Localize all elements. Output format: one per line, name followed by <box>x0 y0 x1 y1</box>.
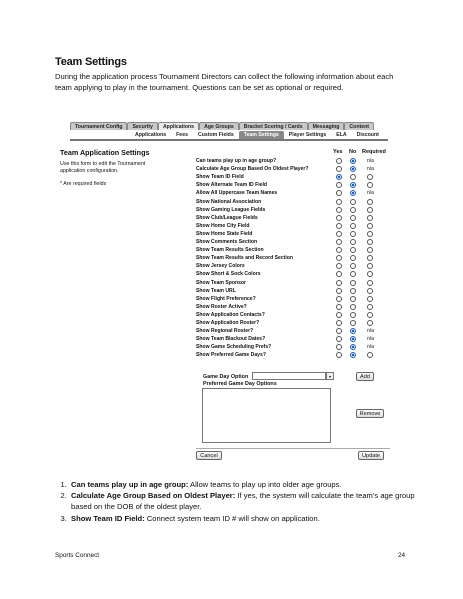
no-radio[interactable] <box>350 231 356 237</box>
no-radio[interactable] <box>350 271 356 277</box>
required-note: * Are required fields <box>60 181 107 187</box>
required-radio[interactable] <box>367 352 373 358</box>
question-label: Show Gaming League Fields <box>196 206 266 213</box>
add-button[interactable]: Add <box>356 372 374 381</box>
question-row <box>196 262 396 270</box>
yes-radio[interactable] <box>336 182 342 188</box>
no-radio[interactable] <box>350 166 356 172</box>
yes-radio[interactable] <box>336 336 342 342</box>
question-row <box>196 222 396 230</box>
question-label: Show Alternate Team ID Field <box>196 182 268 189</box>
no-radio[interactable] <box>350 255 356 261</box>
question-label: Show Flight Preference? <box>196 295 256 302</box>
tab-sub-1[interactable]: Fees <box>176 132 188 138</box>
question-label: Show Application Roster? <box>196 320 260 326</box>
no-radio[interactable] <box>350 296 356 302</box>
required-na-text: n/a <box>367 328 374 335</box>
col-no-header: No <box>349 149 357 155</box>
yes-radio[interactable] <box>336 239 342 245</box>
tab-top-2[interactable]: Applications <box>158 122 199 130</box>
no-radio[interactable] <box>350 336 356 342</box>
yes-radio[interactable] <box>336 344 342 350</box>
yes-radio[interactable] <box>336 312 342 318</box>
question-row <box>196 319 396 327</box>
required-na-text: n/a <box>367 158 374 164</box>
question-row <box>196 343 396 351</box>
tab-top-4[interactable]: Bracket Scoring / Cards <box>239 122 308 130</box>
required-na-text: n/a <box>367 190 374 197</box>
yes-radio[interactable] <box>336 223 342 229</box>
tab-sub-0[interactable]: Applications <box>135 132 167 138</box>
question-row <box>196 173 396 181</box>
required-radio[interactable] <box>367 223 373 229</box>
no-radio[interactable] <box>350 280 356 286</box>
question-row <box>196 198 396 206</box>
note-text: Allow teams to play up into older age groups. <box>188 480 342 489</box>
question-label: Show Team Results Section <box>196 247 264 254</box>
col-yes-header: Yes <box>333 149 343 155</box>
required-na-text: n/a <box>367 336 374 343</box>
question-label: Can teams play up in age group? <box>196 158 277 164</box>
question-label: Show Club/League Fields <box>196 214 258 221</box>
question-label: Show Team URL <box>196 287 236 294</box>
question-row <box>196 157 396 165</box>
yes-radio[interactable] <box>336 288 342 294</box>
yes-radio[interactable] <box>336 174 342 180</box>
yes-radio[interactable] <box>336 352 342 358</box>
section-title: Team Settings <box>55 56 127 68</box>
note-text: If yes, the system will calculate the team’s age group based on the DOB of the oldest player. <box>71 491 415 512</box>
question-row <box>196 254 396 262</box>
yes-radio[interactable] <box>336 207 342 213</box>
question-label: Show National Association <box>196 198 262 205</box>
question-row <box>196 238 396 246</box>
question-row <box>196 351 396 359</box>
col-required-header: Required <box>362 149 386 155</box>
yes-radio[interactable] <box>336 247 342 253</box>
question-label: Show Team Blackout Dates? <box>196 336 266 343</box>
yes-radio[interactable] <box>336 328 342 334</box>
no-radio[interactable] <box>350 344 356 350</box>
question-row <box>196 287 396 295</box>
required-radio[interactable] <box>367 255 373 261</box>
question-row <box>196 214 396 222</box>
yes-radio[interactable] <box>336 231 342 237</box>
tab-top-1[interactable]: Security <box>127 122 157 130</box>
no-radio[interactable] <box>350 182 356 188</box>
remove-button[interactable]: Remove <box>356 409 384 418</box>
question-row <box>196 165 396 173</box>
note-term: Can teams play up in age group: <box>71 480 189 489</box>
question-row <box>196 181 396 189</box>
game-day-option-label: Game Day Option <box>203 374 249 380</box>
note-item <box>69 490 419 512</box>
required-radio[interactable] <box>367 215 373 221</box>
question-row <box>196 246 396 254</box>
question-label: Show Team Results and Record Section <box>196 255 293 262</box>
required-radio[interactable] <box>367 263 373 269</box>
yes-radio[interactable] <box>336 263 342 269</box>
no-radio[interactable] <box>350 223 356 229</box>
no-radio[interactable] <box>350 288 356 294</box>
no-radio[interactable] <box>350 312 356 318</box>
question-label: Show Team Sponsor <box>196 279 246 286</box>
no-radio[interactable] <box>350 199 356 205</box>
yes-radio[interactable] <box>336 255 342 261</box>
question-row <box>196 270 396 278</box>
tab-sub-4[interactable]: Player Settings <box>288 132 327 138</box>
panel-title: Team Application Settings <box>60 148 150 157</box>
no-radio[interactable] <box>350 328 356 334</box>
required-radio[interactable] <box>367 271 373 277</box>
yes-radio[interactable] <box>336 190 342 196</box>
required-na-text: n/a <box>367 344 374 351</box>
required-radio[interactable] <box>367 304 373 310</box>
required-radio[interactable] <box>367 231 373 237</box>
question-label: Show Application Contacts? <box>196 311 265 318</box>
note-term: Calculate Age Group Based on Oldest Player: <box>71 491 236 501</box>
tab-sub-3[interactable]: Team Settings <box>239 131 284 139</box>
no-radio[interactable] <box>350 304 356 310</box>
required-radio[interactable] <box>367 174 373 180</box>
tab-top-3[interactable]: Age Groups <box>199 122 239 130</box>
no-radio[interactable] <box>350 247 356 253</box>
question-row <box>196 279 396 287</box>
update-button[interactable]: Update <box>358 451 384 460</box>
no-radio[interactable] <box>350 190 356 196</box>
tab-sub-6[interactable]: Discount <box>356 132 379 138</box>
preferred-game-day-label: Preferred Game Day Options <box>203 381 277 387</box>
screenshot-team-settings <box>60 119 400 463</box>
required-radio[interactable] <box>367 280 373 286</box>
question-row <box>196 303 396 311</box>
no-radio[interactable] <box>350 207 356 213</box>
yes-radio[interactable] <box>336 166 342 172</box>
yes-radio[interactable] <box>336 199 342 205</box>
yes-radio[interactable] <box>336 215 342 221</box>
notes-list <box>55 479 419 524</box>
tab-sub-5[interactable]: ELA <box>336 132 347 138</box>
note-item <box>69 513 419 524</box>
required-radio[interactable] <box>367 320 373 326</box>
question-label: Show Home City Field <box>196 222 250 229</box>
tab-top-0[interactable]: Tournament Config <box>70 122 127 130</box>
question-row <box>196 189 396 197</box>
no-radio[interactable] <box>350 263 356 269</box>
note-text: Connect system team ID # will show on application. <box>144 513 320 523</box>
question-label: Show Game Scheduling Prefs? <box>196 344 272 351</box>
chevron-down-icon[interactable]: ▾ <box>326 372 334 380</box>
question-row <box>196 206 396 214</box>
yes-radio[interactable] <box>336 271 342 277</box>
yes-radio[interactable] <box>336 296 342 302</box>
no-radio[interactable] <box>350 215 356 221</box>
page-number: 24 <box>398 552 406 559</box>
required-radio[interactable] <box>367 296 373 302</box>
game-day-option-select[interactable] <box>252 372 326 380</box>
question-label: Show Preferred Game Days? <box>196 352 266 359</box>
question-row <box>196 230 396 238</box>
question-label: Show Regional Roster? <box>196 328 254 335</box>
tab-top-5[interactable]: Messaging <box>308 122 345 130</box>
question-row <box>196 295 396 303</box>
required-radio[interactable] <box>367 288 373 294</box>
intro-paragraph: During the application process Tournament Directors can collect the following information about each team applying to play in the tournament. Questions can be set as optional or required. <box>55 72 394 93</box>
form-divider <box>196 448 390 449</box>
note-item <box>69 479 419 490</box>
question-label: Show Team ID Field <box>196 174 244 181</box>
yes-radio[interactable] <box>336 320 342 326</box>
question-label: Show Short & Sock Colors <box>196 271 261 278</box>
tab-top-6[interactable]: Content <box>344 122 374 130</box>
footer-brand: Sports Connect <box>55 552 100 559</box>
question-row <box>196 311 396 319</box>
question-label: Show Jersey Colors <box>196 263 245 270</box>
required-radio[interactable] <box>367 182 373 188</box>
no-radio[interactable] <box>350 239 356 245</box>
question-label: Show Home State Field <box>196 230 253 237</box>
panel-description: Use this form to edit the Tournament application configuration. <box>60 161 146 175</box>
required-radio[interactable] <box>367 247 373 253</box>
top-tabs <box>70 122 374 131</box>
question-row <box>196 327 396 335</box>
no-radio[interactable] <box>350 352 356 358</box>
tab-sub-2[interactable]: Custom Fields <box>197 132 234 138</box>
yes-radio[interactable] <box>336 280 342 286</box>
required-radio[interactable] <box>367 199 373 205</box>
note-term: Show Team ID Field: <box>71 513 145 523</box>
required-radio[interactable] <box>367 312 373 318</box>
question-label: Show Roster Active? <box>196 303 247 310</box>
required-radio[interactable] <box>367 239 373 245</box>
required-na-text: n/a <box>367 166 374 173</box>
yes-radio[interactable] <box>336 304 342 310</box>
question-label: Show Comments Section <box>196 239 258 245</box>
tab-divider <box>70 139 388 141</box>
cancel-button[interactable]: Cancel <box>196 451 222 460</box>
preferred-game-day-list[interactable] <box>202 388 331 443</box>
question-row <box>196 335 396 343</box>
no-radio[interactable] <box>350 158 356 164</box>
yes-radio[interactable] <box>336 158 342 164</box>
question-label: Allow All Uppercase Team Names <box>196 190 278 197</box>
no-radio[interactable] <box>350 320 356 326</box>
question-label: Calculate Age Group Based On Oldest Player? <box>196 166 309 173</box>
required-radio[interactable] <box>367 207 373 213</box>
no-radio[interactable] <box>350 174 356 180</box>
